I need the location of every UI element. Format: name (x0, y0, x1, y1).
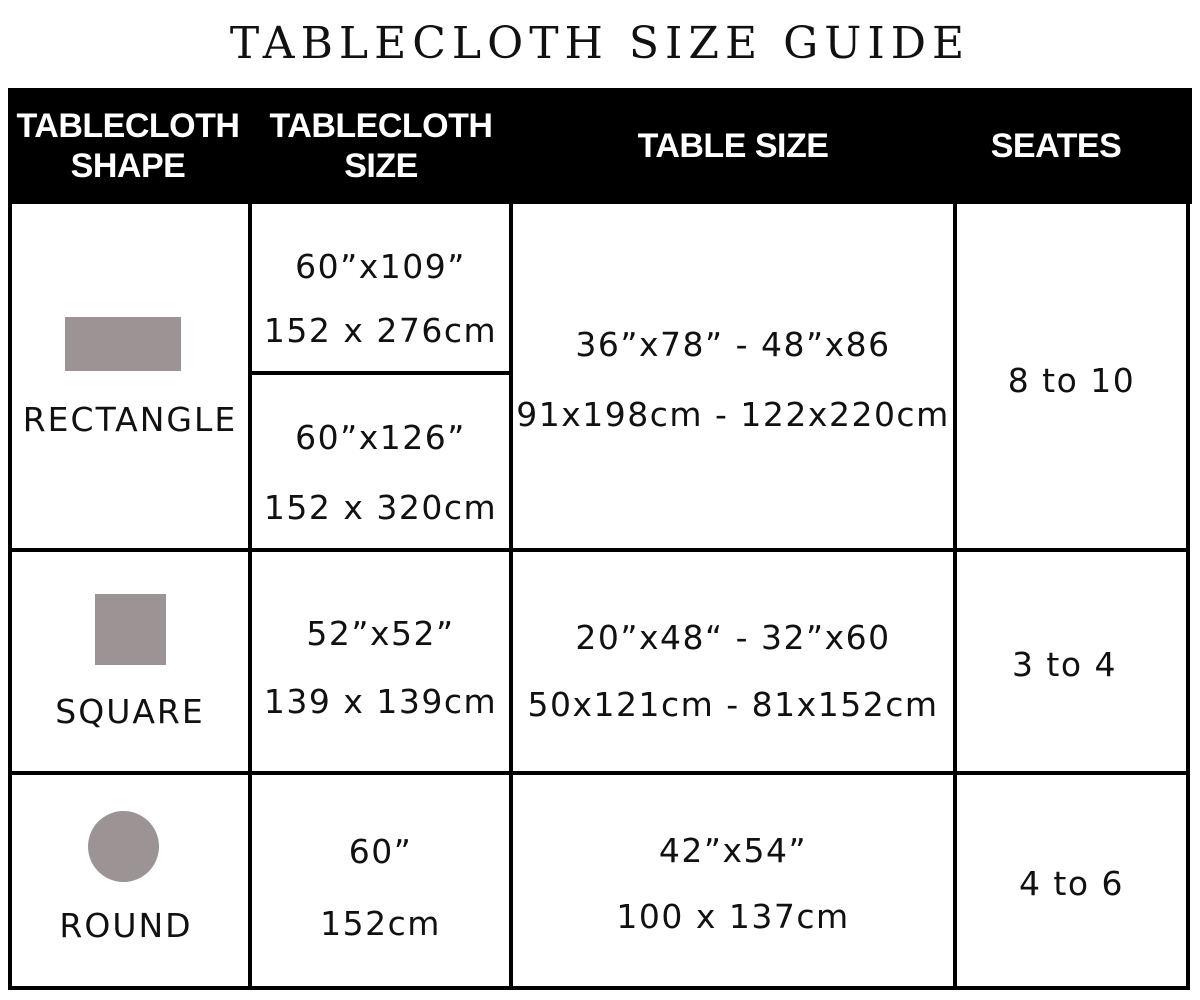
table-size-cell (513, 310, 953, 450)
seats-cell: 4 to 6 (1018, 863, 1125, 903)
size-cm: 139 x 139cm (263, 682, 498, 721)
seats-cell: 3 to 4 (1011, 644, 1118, 684)
header-shape-line2: SHAPE (70, 147, 186, 185)
shape-label-round: ROUND (59, 906, 193, 945)
grid-line (8, 204, 12, 990)
header-table-size: TABLE SIZE (637, 127, 829, 165)
size-cell (252, 226, 509, 371)
table-size-cm: 50x121cm - 81x152cm (527, 685, 939, 724)
round-swatch (88, 811, 159, 882)
grid-line (1186, 204, 1190, 990)
seats-cell: 8 to 10 (1007, 360, 1136, 400)
size-cm: 152cm (320, 904, 441, 943)
grid-line (250, 371, 511, 375)
header-shape-line1: TABLECLOTH (16, 107, 240, 145)
page-title: TABLECLOTH SIZE GUIDE (229, 18, 971, 69)
grid-line (8, 771, 1190, 775)
header-shape (8, 88, 248, 204)
size-cm: 152 x 320cm (263, 487, 498, 527)
size-cell (252, 816, 509, 960)
square-swatch (95, 594, 166, 665)
size-inches: 60”x109” (295, 246, 466, 286)
header-size-line2: SIZE (344, 147, 418, 185)
grid-line (8, 548, 1190, 552)
size-cm: 152 x 276cm (263, 310, 498, 350)
size-inches: 52”x52” (306, 614, 455, 653)
size-inches: 60” (348, 832, 413, 871)
size-cell (252, 400, 509, 545)
size-cell (252, 600, 509, 736)
table-size-cell (513, 604, 953, 738)
table-size-inches: 42”x54” (658, 831, 808, 870)
grid-line (8, 986, 1190, 990)
header-size (252, 88, 510, 204)
table-size-inches: 36”x78” - 48”x86 (575, 325, 891, 364)
table-size-inches: 20”x48“ - 32”x60 (575, 618, 891, 657)
size-inches: 60”x126” (295, 417, 466, 457)
shape-label-rectangle: RECTANGLE (22, 400, 238, 439)
table-size-cell (513, 818, 953, 950)
header-seats: SEATES (990, 127, 1122, 165)
table-size-cm: 91x198cm - 122x220cm (516, 395, 950, 434)
rectangle-swatch (65, 317, 181, 371)
header-size-line1: TABLECLOTH (269, 107, 493, 145)
shape-label-square: SQUARE (55, 692, 205, 731)
table-size-cm: 100 x 137cm (616, 897, 850, 936)
